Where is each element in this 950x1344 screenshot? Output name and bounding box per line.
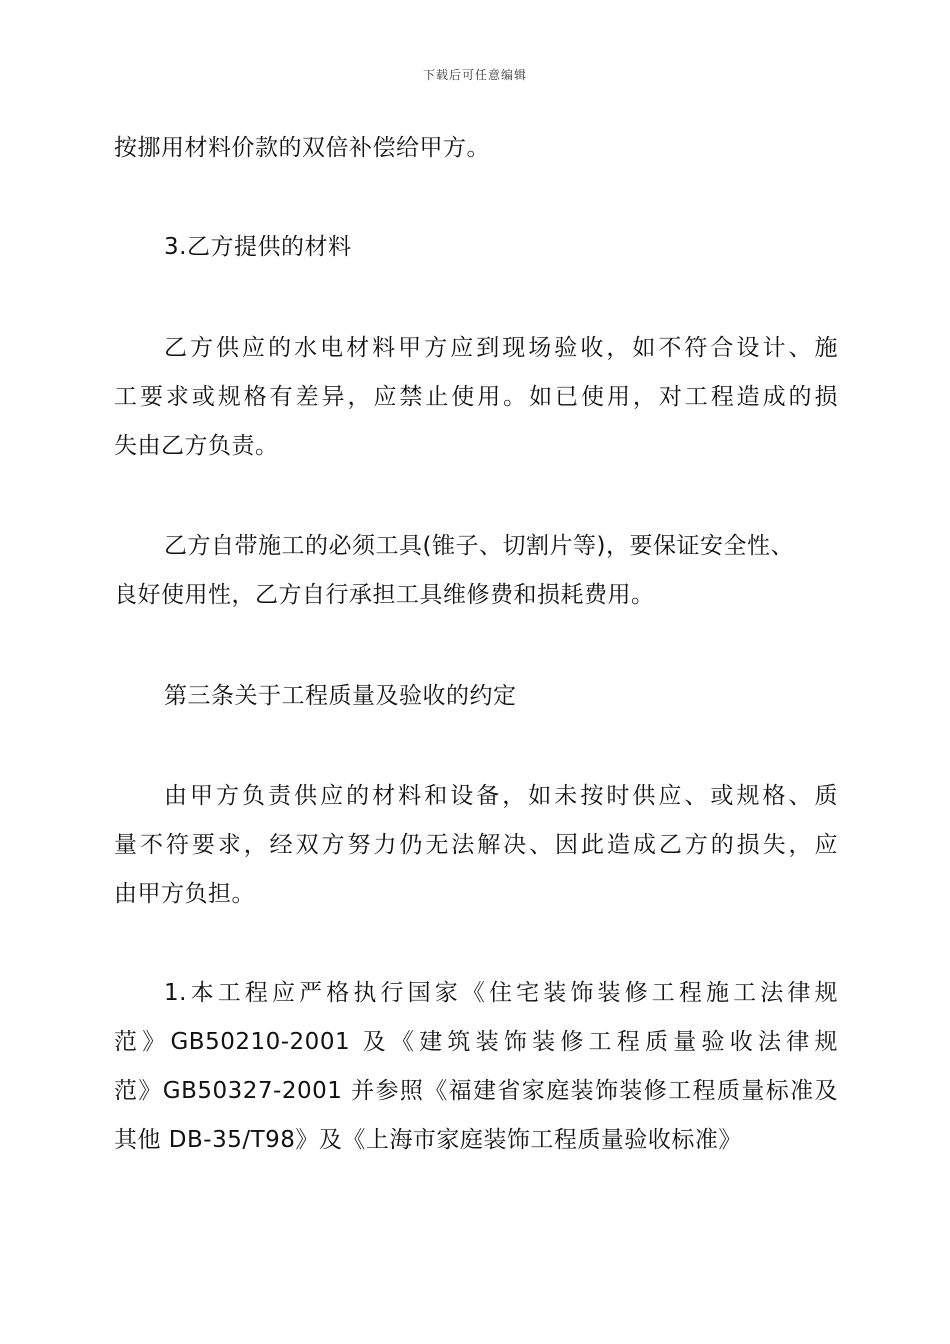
paragraph-line: 乙方供应的水电材料甲方应到现场验收，如不符合设计、施 [164, 335, 838, 361]
paragraph-line: 范》GB50327-2001 并参照《福建省家庭装饰装修工程质量标准及 [114, 1078, 838, 1104]
paragraph-line: 量不符要求，经双方努力仍无法解决、因此造成乙方的损失，应 [114, 832, 838, 858]
paragraph-line: 范》GB50210-2001 及《建筑装饰装修工程质量验收法律规 [114, 1029, 838, 1055]
paragraph-line: 良好使用性，乙方自行承担工具维修费和损耗费用。 [114, 582, 655, 608]
section-heading [114, 672, 838, 721]
paragraph [114, 772, 838, 919]
paragraph-line: 乙方自带施工的必须工具(锥子、切割片等)，要保证安全性、 [164, 533, 794, 559]
section-heading [114, 223, 838, 272]
paragraph [114, 124, 838, 173]
paragraph [114, 324, 838, 471]
paragraph-line: 1.本工程应严格执行国家《住宅装饰装修工程施工法律规 [164, 980, 838, 1006]
paragraph-line: 3.乙方提供的材料 [164, 234, 352, 260]
paragraph [114, 522, 838, 620]
page-header: 下载后可任意编辑 [422, 68, 527, 82]
paragraph-line: 按挪用材料价款的双倍补偿给甲方。 [114, 135, 490, 161]
paragraph-line: 失由乙方负责。 [114, 433, 279, 459]
paragraph [114, 969, 838, 1165]
paragraph-line: 由甲方负担。 [114, 881, 255, 907]
paragraph-line: 由甲方负责供应的材料和设备，如未按时供应、或规格、质 [164, 783, 838, 809]
paragraph-line: 第三条关于工程质量及验收的约定 [164, 683, 517, 709]
paragraph-line: 其他 DB-35/T98》及《上海市家庭装饰工程质量验收标准》 [114, 1127, 742, 1153]
paragraph-line: 工要求或规格有差异，应禁止使用。如已使用，对工程造成的损 [114, 384, 838, 410]
